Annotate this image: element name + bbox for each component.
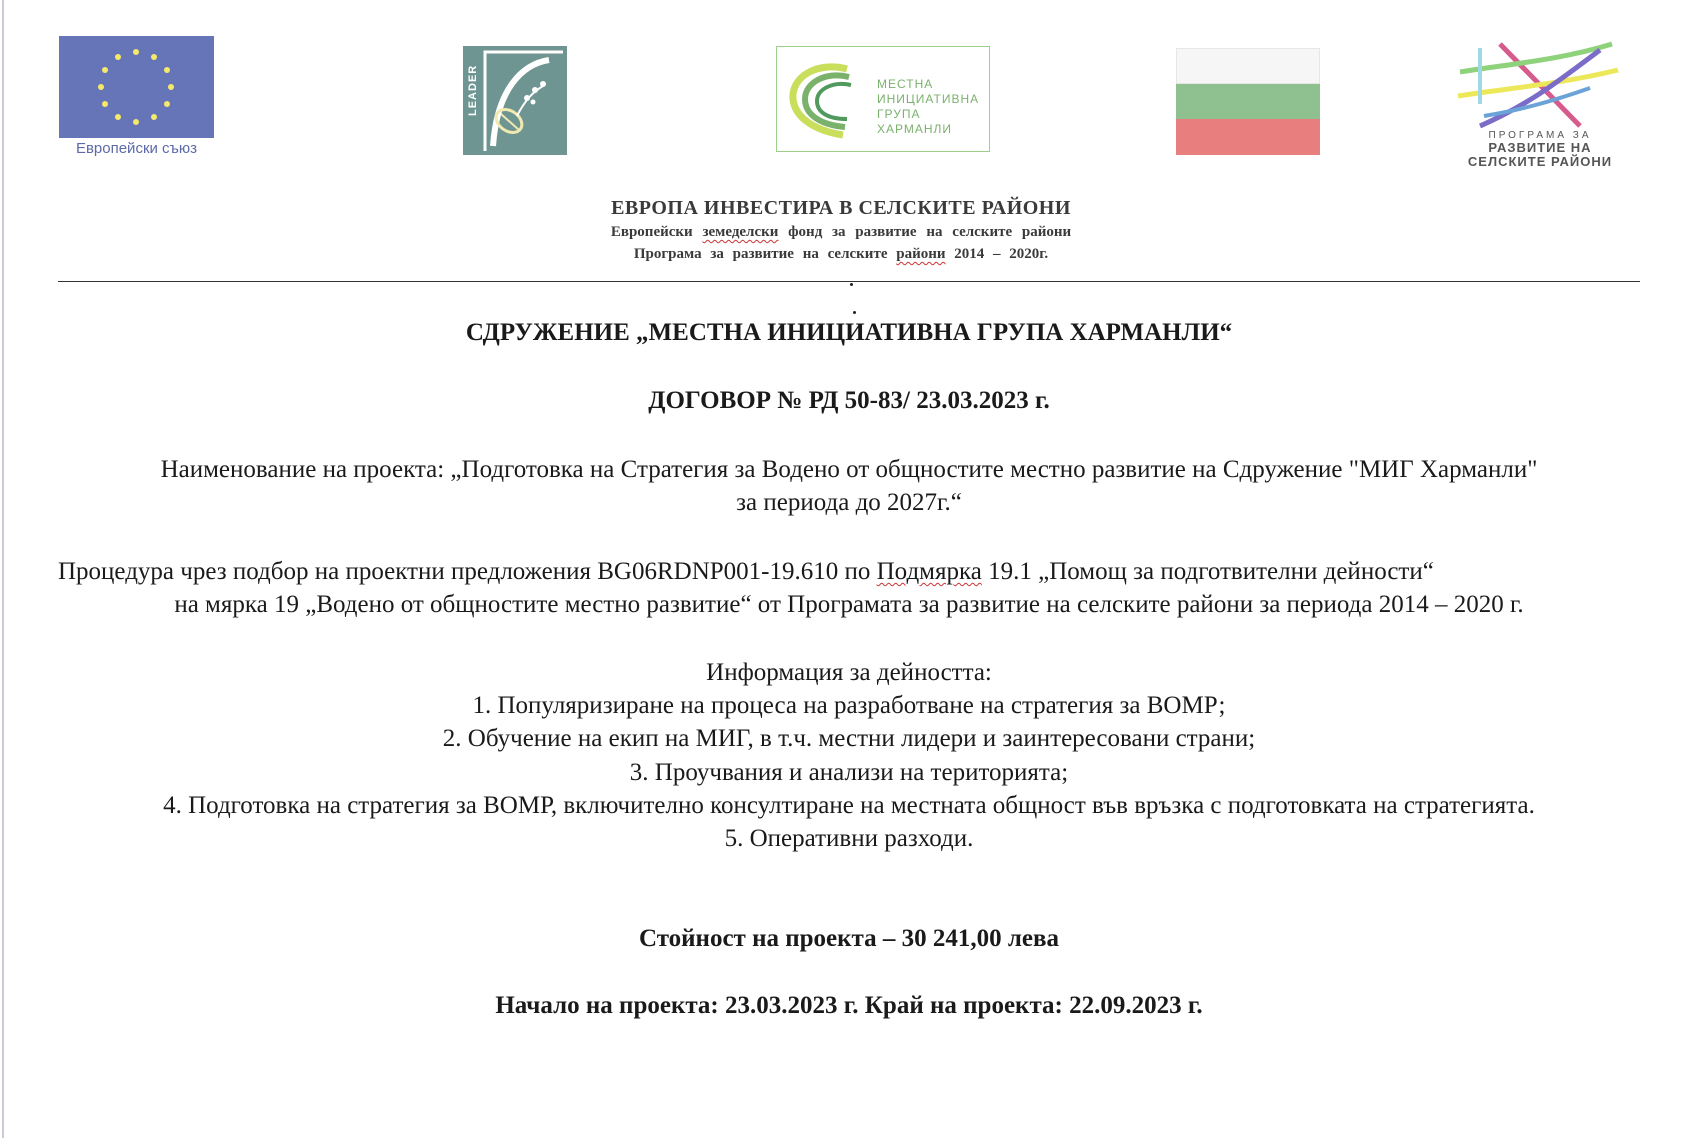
activity-item: 5. Оперативни разходи.: [724, 825, 974, 852]
mig-swirl-icon: [777, 47, 877, 151]
fund-text-a: Европейски: [610, 224, 693, 240]
mig-name-line: ГРУПА: [877, 107, 921, 121]
activity-item: 2. Обучение на екип на МИГ, в т.ч. местни лидери и заинтересовани страни;: [442, 725, 1256, 752]
procedure-text-b: Подмярка: [876, 558, 982, 585]
programme-text-b: райони: [896, 246, 946, 262]
procedure-text-a: Процедура чрез подбор на проектни предложения BG06RDNP001-19.610 по: [58, 558, 871, 585]
association-title: СДРУЖЕНИЕ „МЕСТНА ИНИЦИАТИВНА ГРУПА ХАРМАНЛИ“: [465, 319, 1233, 346]
funding-header-programme: [0, 246, 1682, 263]
prsr-emblem-icon: [1450, 40, 1630, 130]
project-name-line-1: Наименование на проекта: „Подготовка на Стратегия за Водено от общностите местно развитие на Сдружение "МИГ Харманли": [160, 456, 1538, 483]
activity-item: 3. Проучвания и анализи на територията;: [629, 759, 1069, 786]
mig-name-line: ХАРМАНЛИ: [877, 122, 953, 136]
funding-header-title: ЕВРОПА ИНВЕСТИРА В СЕЛСКИТЕ РАЙОНИ: [611, 197, 1071, 219]
prsr-line: ПРОГРАМА ЗА: [1488, 130, 1592, 141]
funding-header-fund: [0, 224, 1682, 241]
activity-heading: Информация за дейността:: [706, 659, 992, 686]
activity-item: 4. Подготовка на стратегия за ВОМР, включително консултиране на местната общност във връзка с подготовката на стратегията.: [163, 792, 1535, 819]
mig-name: [877, 77, 979, 137]
prsr-line: РАЗВИТИЕ НА: [1488, 140, 1592, 155]
procedure-line-2: на мярка 19 „Водено от общностите местно развитие“ от Програмата за развитие на селските райони за периода 2014 – 2020 г.: [174, 591, 1524, 618]
project-dates: Начало на проекта: 23.03.2023 г. Край на проекта: 22.09.2023 г.: [495, 992, 1203, 1019]
programme-text-c: 2014 – 2020г.: [954, 246, 1049, 262]
project-value: Стойност на проекта – 30 241,00 лева: [638, 925, 1060, 952]
prsr-caption: [1450, 130, 1630, 169]
eu-logo: [59, 36, 217, 157]
fund-text-c: фонд за развитие на селските райони: [788, 224, 1072, 240]
bulgarian-flag: [1176, 48, 1320, 155]
mig-name-line: ИНИЦИАТИВНА: [877, 92, 980, 106]
prsr-line: СЕЛСКИТЕ РАЙОНИ: [1467, 154, 1613, 169]
divider-dot: [850, 283, 853, 286]
procedure-text-c: 19.1 „Помощ за подготвителни дейности“: [988, 558, 1434, 585]
mig-name-line: МЕСТНА: [877, 77, 934, 91]
header-divider: [58, 281, 1640, 282]
divider-dot: [853, 311, 856, 314]
programme-text-a: Програма за развитие на селските: [633, 246, 888, 262]
mig-harmanli-logo: [776, 46, 990, 152]
flag-red-stripe: [1176, 119, 1320, 155]
fund-text-b: земеделски: [702, 224, 779, 240]
project-name-line-2: за периода до 2027г.“: [736, 489, 962, 516]
leader-label: LEADER: [467, 64, 479, 116]
leader-logo: [463, 46, 567, 155]
eu-caption: Европейски съюз: [75, 140, 198, 157]
contract-number: ДОГОВОР № РД 50-83/ 23.03.2023 г.: [648, 387, 1050, 414]
activity-item: 1. Популяризиране на процеса на разработване на стратегия за ВОМР;: [472, 692, 1226, 719]
flag-green-stripe: [1176, 84, 1320, 119]
procedure-line-1: [58, 555, 1640, 589]
page-left-border: [2, 0, 4, 1138]
flag-white-stripe: [1176, 48, 1320, 84]
eu-flag-icon: [59, 36, 214, 138]
prsr-logo: [1450, 40, 1630, 175]
